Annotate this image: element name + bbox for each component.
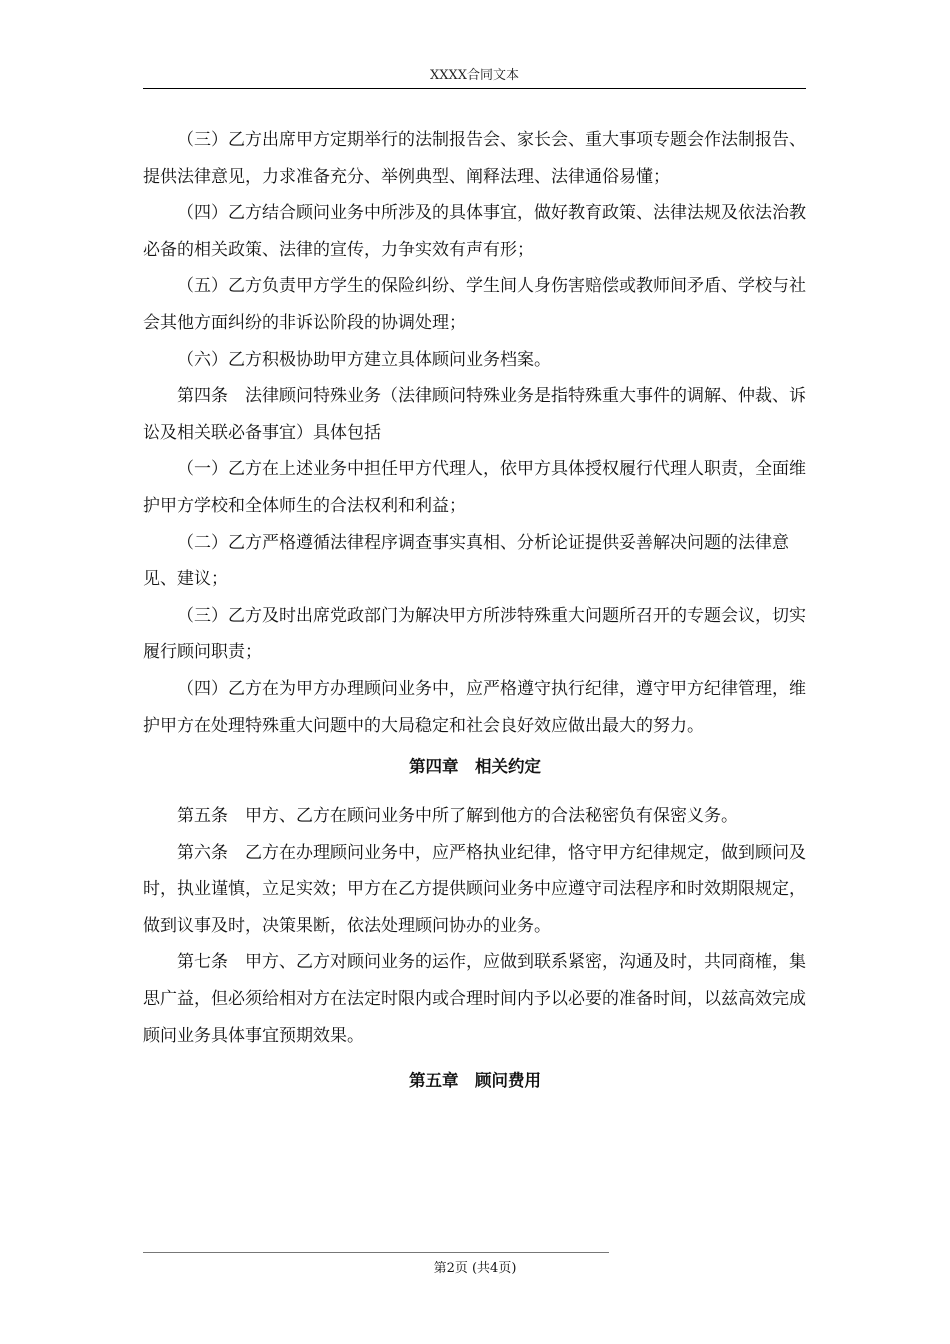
- article-4: 第四条 法律顾问特殊业务（法律顾问特殊业务是指特殊重大事件的调解、仲裁、诉讼及相关联必备事宜）具体包括: [143, 386, 806, 443]
- article-6: 第六条 乙方在办理顾问业务中，应严格执业纪律，恪守甲方纪律规定，做到顾问及时，执业谨慎，立足实效；甲方在乙方提供顾问业务中应遵守司法程序和时效期限规定，做到议事及时，决策果断，依法处理顾问协办的业务。: [143, 842, 806, 936]
- page-number: 第2页 (共4页): [433, 1261, 517, 1276]
- footer-divider: [143, 1252, 609, 1253]
- header-title: XXXX合同文本: [429, 68, 520, 83]
- paragraph-clause-5: （五）乙方负责甲方学生的保险纠纷、学生间人身伤害赔偿或教师间矛盾、学校与社会其他方面纠纷的非诉讼阶段的协调处理；: [143, 276, 806, 333]
- chapter-5-heading: 第五章 顾问费用: [409, 1071, 541, 1091]
- paragraph-special-4: （四）乙方在为甲方办理顾问业务中，应严格遵守执行纪律，遵守甲方纪律管理，维护甲方在处理特殊重大问题中的大局稳定和社会良好效应做出最大的努力。: [143, 678, 806, 736]
- paragraph-clause-6: （六）乙方积极协助甲方建立具体顾问业务档案。: [177, 349, 551, 370]
- article-5: 第五条 甲方、乙方在顾问业务中所了解到他方的合法秘密负有保密义务。: [177, 806, 738, 827]
- chapter-4-heading: 第四章 相关约定: [409, 757, 541, 777]
- paragraph-clause-4: （四）乙方结合顾问业务中所涉及的具体事宜，做好教育政策、法律法规及依法治教必备的相关政策、法律的宣传，力争实效有声有形；: [143, 203, 806, 260]
- document-body: [143, 122, 807, 1098]
- paragraph-clause-3: （三）乙方出席甲方定期举行的法制报告会、家长会、重大事项专题会作法制报告、提供法律意见，力求准备充分、举例典型、阐释法理、法律通俗易懂；: [143, 130, 806, 187]
- page-header: [143, 66, 806, 89]
- page-footer: [143, 1259, 807, 1279]
- paragraph-special-3: （三）乙方及时出席党政部门为解决甲方所涉特殊重大问题所召开的专题会议，切实履行顾问职责；: [143, 605, 806, 663]
- article-7: 第七条 甲方、乙方对顾问业务的运作，应做到联系紧密，沟通及时，共同商榷，集思广益，但必须给相对方在法定时限内或合理时间内予以必要的准备时间，以兹高效完成顾问业务具体事宜预期效果。: [143, 952, 806, 1046]
- paragraph-special-1: （一）乙方在上述业务中担任甲方代理人，依甲方具体授权履行代理人职责，全面维护甲方学校和全体师生的合法权利和利益；: [143, 459, 806, 516]
- paragraph-special-2: （二）乙方严格遵循法律程序调查事实真相、分析论证提供妥善解决问题的法律意见、建议；: [143, 532, 789, 590]
